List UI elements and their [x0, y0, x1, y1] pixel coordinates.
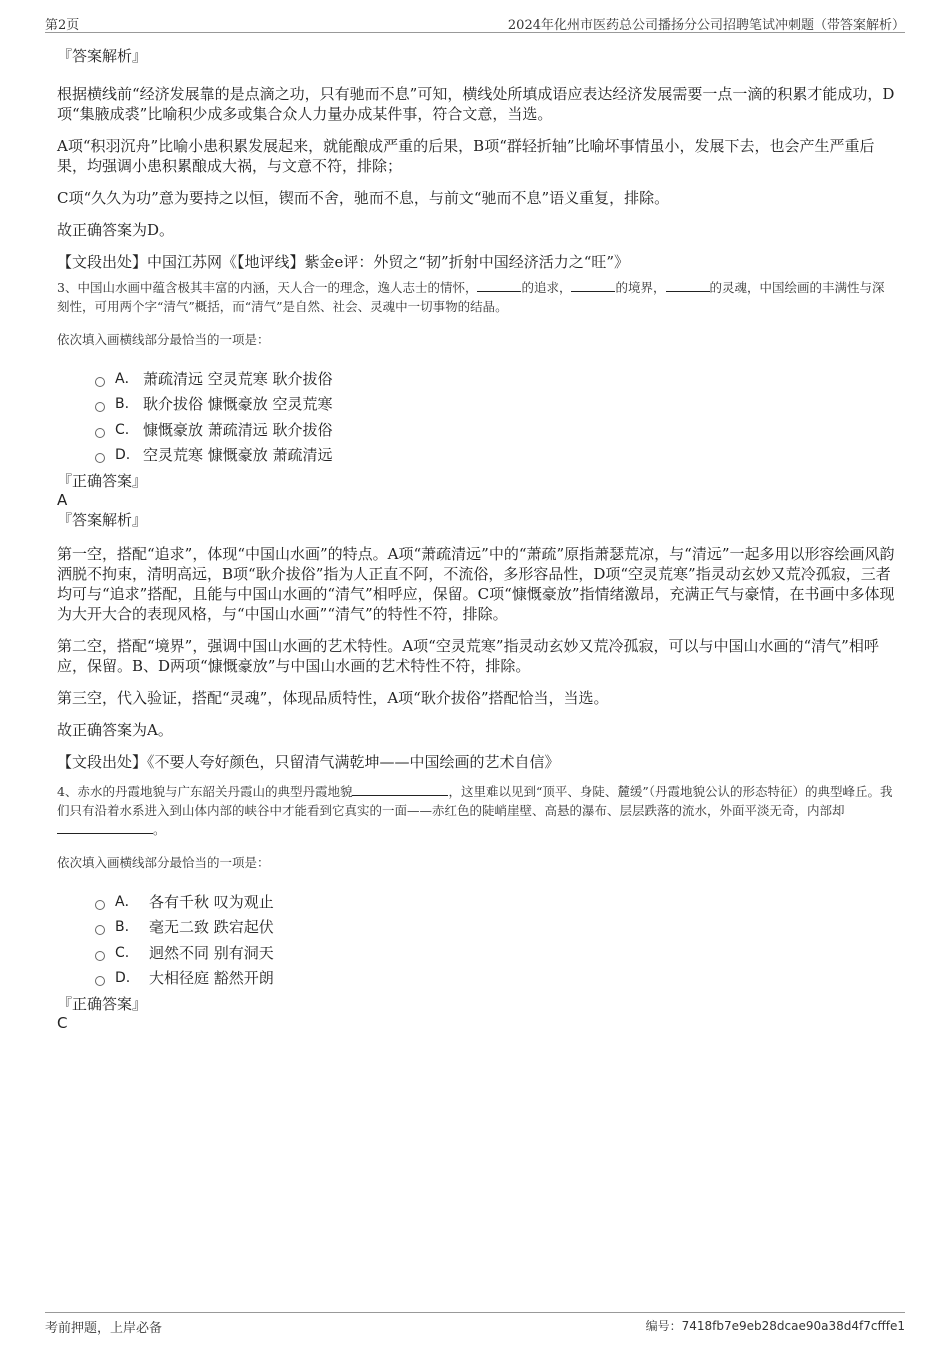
analysis-paragraph: 第一空，搭配“追求”，体现“中国山水画”的特点。A项“萧疏清远”中的“萧疏”原指萧瑟荒凉，与“清远”一起多用以形容绘画风韵洒脱不拘束，清明高远，B项“耿介拔俗”指为人正直不阿，不流俗，多形容品性，D项“空灵荒寒”指灵动玄妙又荒冷孤寂，三者均可与“追求”搭配，且能与中国山水画的“清气”相呼应，保留。C项“慷慨豪放”指情绪激昂，充满正气与豪情，在书画中多体现为大开大合的表现风格，与“中国山水画”“清气”的特性不符，排除。: [57, 545, 895, 623]
radio-icon[interactable]: [95, 976, 105, 986]
option-d[interactable]: D. 大相径庭 豁然开朗: [95, 966, 895, 992]
fill-blank: [666, 279, 710, 292]
question-4-options: [57, 889, 895, 991]
question-prompt: 依次填入画横线部分最恰当的一项是：: [57, 855, 270, 870]
analysis-paragraph: C项“久久为功”意为要持之以恒，锲而不舍，驰而不息，与前文“驰而不息”语义重复，排除。: [57, 189, 670, 207]
source-line: 【文段出处】中国江苏网《【地评线】紫金e评：外贸之“韧”折射中国经济活力之“旺”》: [57, 253, 630, 271]
analysis-paragraph: A项“积羽沉舟”比喻小患积累发展起来，就能酿成严重的后果，B项“群轻折轴”比喻坏事情虽小，发展下去，也会产生严重后果，均强调小患积累酿成大祸，与文意不符，排除；: [57, 137, 875, 175]
radio-icon[interactable]: [95, 402, 105, 412]
analysis-paragraph: 根据横线前“经济发展靠的是点滴之功，只有驰而不息”可知，横线处所填成语应表达经济发展需要一点一滴的积累才能成功，D项“集腋成裘”比喻积少成多或集合众人力量办成某件事，符合文意，当选。: [57, 85, 895, 123]
page-header: [45, 14, 905, 33]
conclusion: 故正确答案为A。: [57, 721, 173, 739]
fill-blank: [352, 783, 448, 796]
radio-icon[interactable]: [95, 453, 105, 463]
conclusion: 故正确答案为D。: [57, 221, 175, 239]
option-c[interactable]: C. 慷慨豪放 萧疏清远 耿介拔俗: [95, 417, 895, 443]
document-title: 2024年化州市医药总公司播扬分公司招聘笔试冲刺题（带答案解析）: [507, 18, 905, 33]
fill-blank: [571, 279, 615, 292]
source-line: 【文段出处】《不要人夸好颜色，只留清气满乾坤——中国绘画的艺术自信》: [57, 753, 560, 771]
radio-icon[interactable]: [95, 925, 105, 935]
radio-icon[interactable]: [95, 428, 105, 438]
footer-slogan: 考前押题，上岸必备: [45, 1321, 163, 1336]
analysis-label: 『答案解析』: [57, 511, 148, 529]
correct-answer: A: [57, 491, 68, 509]
answer-label: 『正确答案』: [57, 472, 148, 490]
radio-icon[interactable]: [95, 951, 105, 961]
question-3-options: [57, 366, 895, 468]
analysis-paragraph: 第三空，代入验证，搭配“灵魂”，体现品质特性，A项“耿介拔俗”搭配恰当，当选。: [57, 689, 609, 707]
radio-icon[interactable]: [95, 377, 105, 387]
fill-blank: [477, 279, 521, 292]
analysis-paragraph: 第二空，搭配“境界”，强调中国山水画的艺术特性。A项“空灵荒寒”指灵动玄妙又荒冷孤寂，可以与中国山水画的“清气”相呼应，保留。B、D两项“慷慨豪放”与中国山水画的艺术特性不符，排除。: [57, 637, 879, 675]
question-3-stem: 3、中国山水画中蕴含极其丰富的内涵，天人合一的理念，逸人志士的情怀， 的追求， 的境界， 的灵魂，中国绘画的丰满性与深刻性，可用两个字“清气”概括，而“清气”是自然、社会、灵魂中一切事物的结晶。: [57, 280, 885, 314]
question-4-stem: 4、赤水的丹霞地貌与广东韶关丹霞山的典型丹霞地貌 ，这里难以见到“顶平、身陡、麓缓”（丹霞地貌公认的形态特征）的典型峰丘。我们只有沿着水系进入到山体内部的峡谷中才能看到它真实的一面——赤红色的陡峭崖壁、高悬的瀑布、层层跌落的流水，外面平淡无奇，内部却。: [57, 784, 893, 837]
correct-answer: C: [57, 1014, 68, 1032]
question-prompt: 依次填入画横线部分最恰当的一项是：: [57, 332, 270, 347]
fill-blank: [57, 821, 153, 834]
option-b[interactable]: B. 耿介拔俗 慷慨豪放 空灵荒寒: [95, 392, 895, 418]
page-footer: [45, 1312, 905, 1335]
option-d[interactable]: D. 空灵荒寒 慷慨豪放 萧疏清远: [95, 443, 895, 469]
option-c[interactable]: C. 迥然不同 别有洞天: [95, 940, 895, 966]
page-number: 第2页: [45, 18, 80, 33]
document-id: 编号：7418fb7e9eb28dcae90a38d4f7cfffe1: [645, 1319, 905, 1333]
option-a[interactable]: A． 各有千秋 叹为观止: [95, 889, 895, 915]
option-a[interactable]: A． 萧疏清远 空灵荒寒 耿介拔俗: [95, 366, 895, 392]
radio-icon[interactable]: [95, 900, 105, 910]
analysis-label: 『答案解析』: [57, 47, 148, 65]
page-content: [57, 44, 895, 1032]
option-b[interactable]: B. 毫无二致 跌宕起伏: [95, 915, 895, 941]
answer-label: 『正确答案』: [57, 995, 148, 1013]
